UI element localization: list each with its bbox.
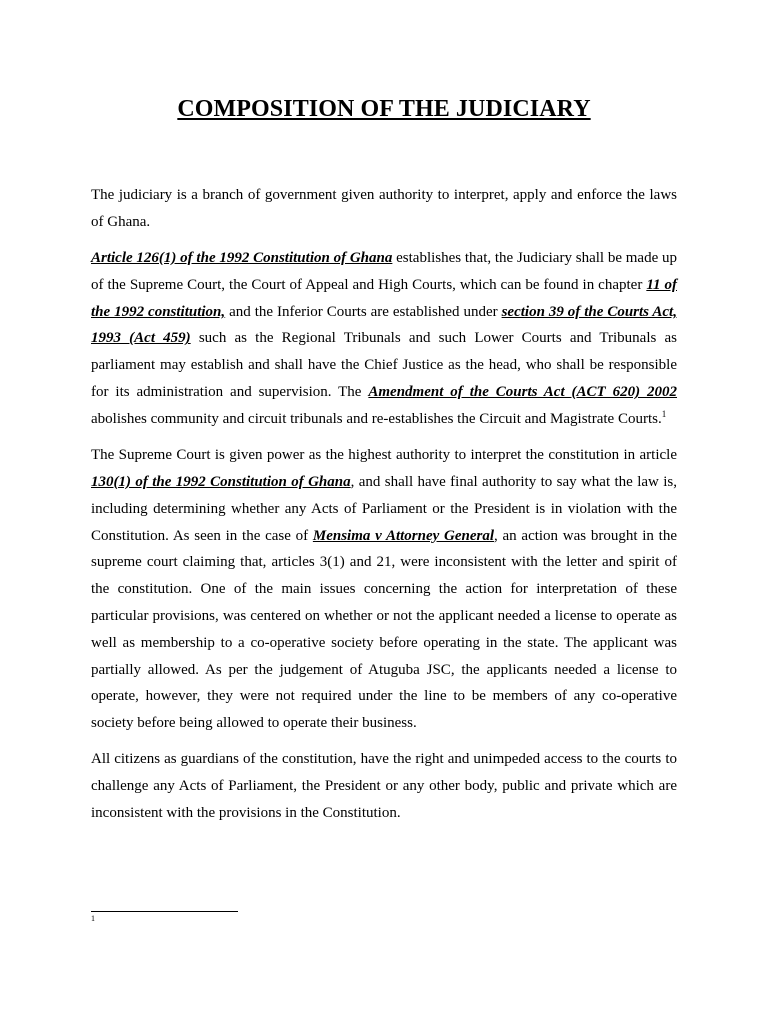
paragraph-composition	[91, 245, 677, 433]
page-title: COMPOSITION OF THE JUDICIARY	[177, 96, 591, 122]
document-page	[91, 0, 677, 827]
legal-reference-courts-amendment: Amendment of the Courts Act (ACT 620) 2002	[368, 384, 678, 401]
legal-reference-article-130: 130(1) of the 1992 Constitution of Ghana	[91, 473, 351, 490]
paragraph-text: and the Inferior Courts are established under	[225, 303, 502, 320]
footnote-marker: 1	[661, 408, 667, 419]
legal-reference-courts-act: section 39 of the Courts Act, 1993 (Act 459)	[91, 303, 677, 347]
paragraph-supreme-court	[91, 442, 677, 737]
paragraph-text: such as the Regional Tribunals and such Lower Courts and Tribunals as parliament may establish and shall have the Chief Justice as the head, who shall be responsible for its administration and supervision. The	[91, 330, 678, 401]
paragraph-text: , and shall have final authority to say what the law is, including determining whether any Acts of Parliament or the President is in violation with the Constitution. As seen in the case of	[91, 473, 677, 544]
paragraph-text: , an action was brought in the supreme court claiming that, articles 3(1) and 21, were inconsistent with the letter and spirit of the constitution. One of the main issues concerning the action for interpretation of these particular provisions, was centered on whether or not the applicant needed a license to operate as well as membership to a co-operative society before operating in the state. The applicant was partially allowed. As per the judgement of Atuguba JSC, the applicants needed a license to operate, however, they were not required under the line to be members of any co-operative society before being allowed to operate their business.	[91, 527, 677, 732]
footnote-number: 1	[91, 914, 95, 923]
paragraph-definition	[91, 182, 677, 236]
case-reference-mensima: Mensima v Attorney General	[312, 527, 495, 544]
paragraph-text: All citizens as guardians of the constitution, have the right and unimpeded access to the courts to challenge any Acts of Parliament, the President or any other body, public and private which are inconsistent with the provisions in the Constitution.	[91, 751, 677, 822]
paragraph-citizens	[91, 746, 677, 826]
paragraph-text: The Supreme Court is given power as the highest authority to interpret the constitution in article	[91, 447, 677, 464]
legal-reference-article-126: Article 126(1) of the 1992 Constitution of Ghana	[91, 250, 393, 267]
paragraph-text: establishes that, the Judiciary shall be made up of the Supreme Court, the Court of Appeal and High Courts, which can be found in chapter	[91, 250, 677, 293]
paragraph-text: The judiciary is a branch of government given authority to interpret, apply and enforce the laws of Ghana.	[91, 187, 677, 230]
legal-reference-chapter-11: 11 of the 1992 constitution,	[91, 276, 677, 320]
footnote-separator	[91, 911, 238, 912]
paragraph-text: abolishes community and circuit tribunals and re-establishes the Circuit and Magistrate Courts.	[91, 410, 662, 427]
